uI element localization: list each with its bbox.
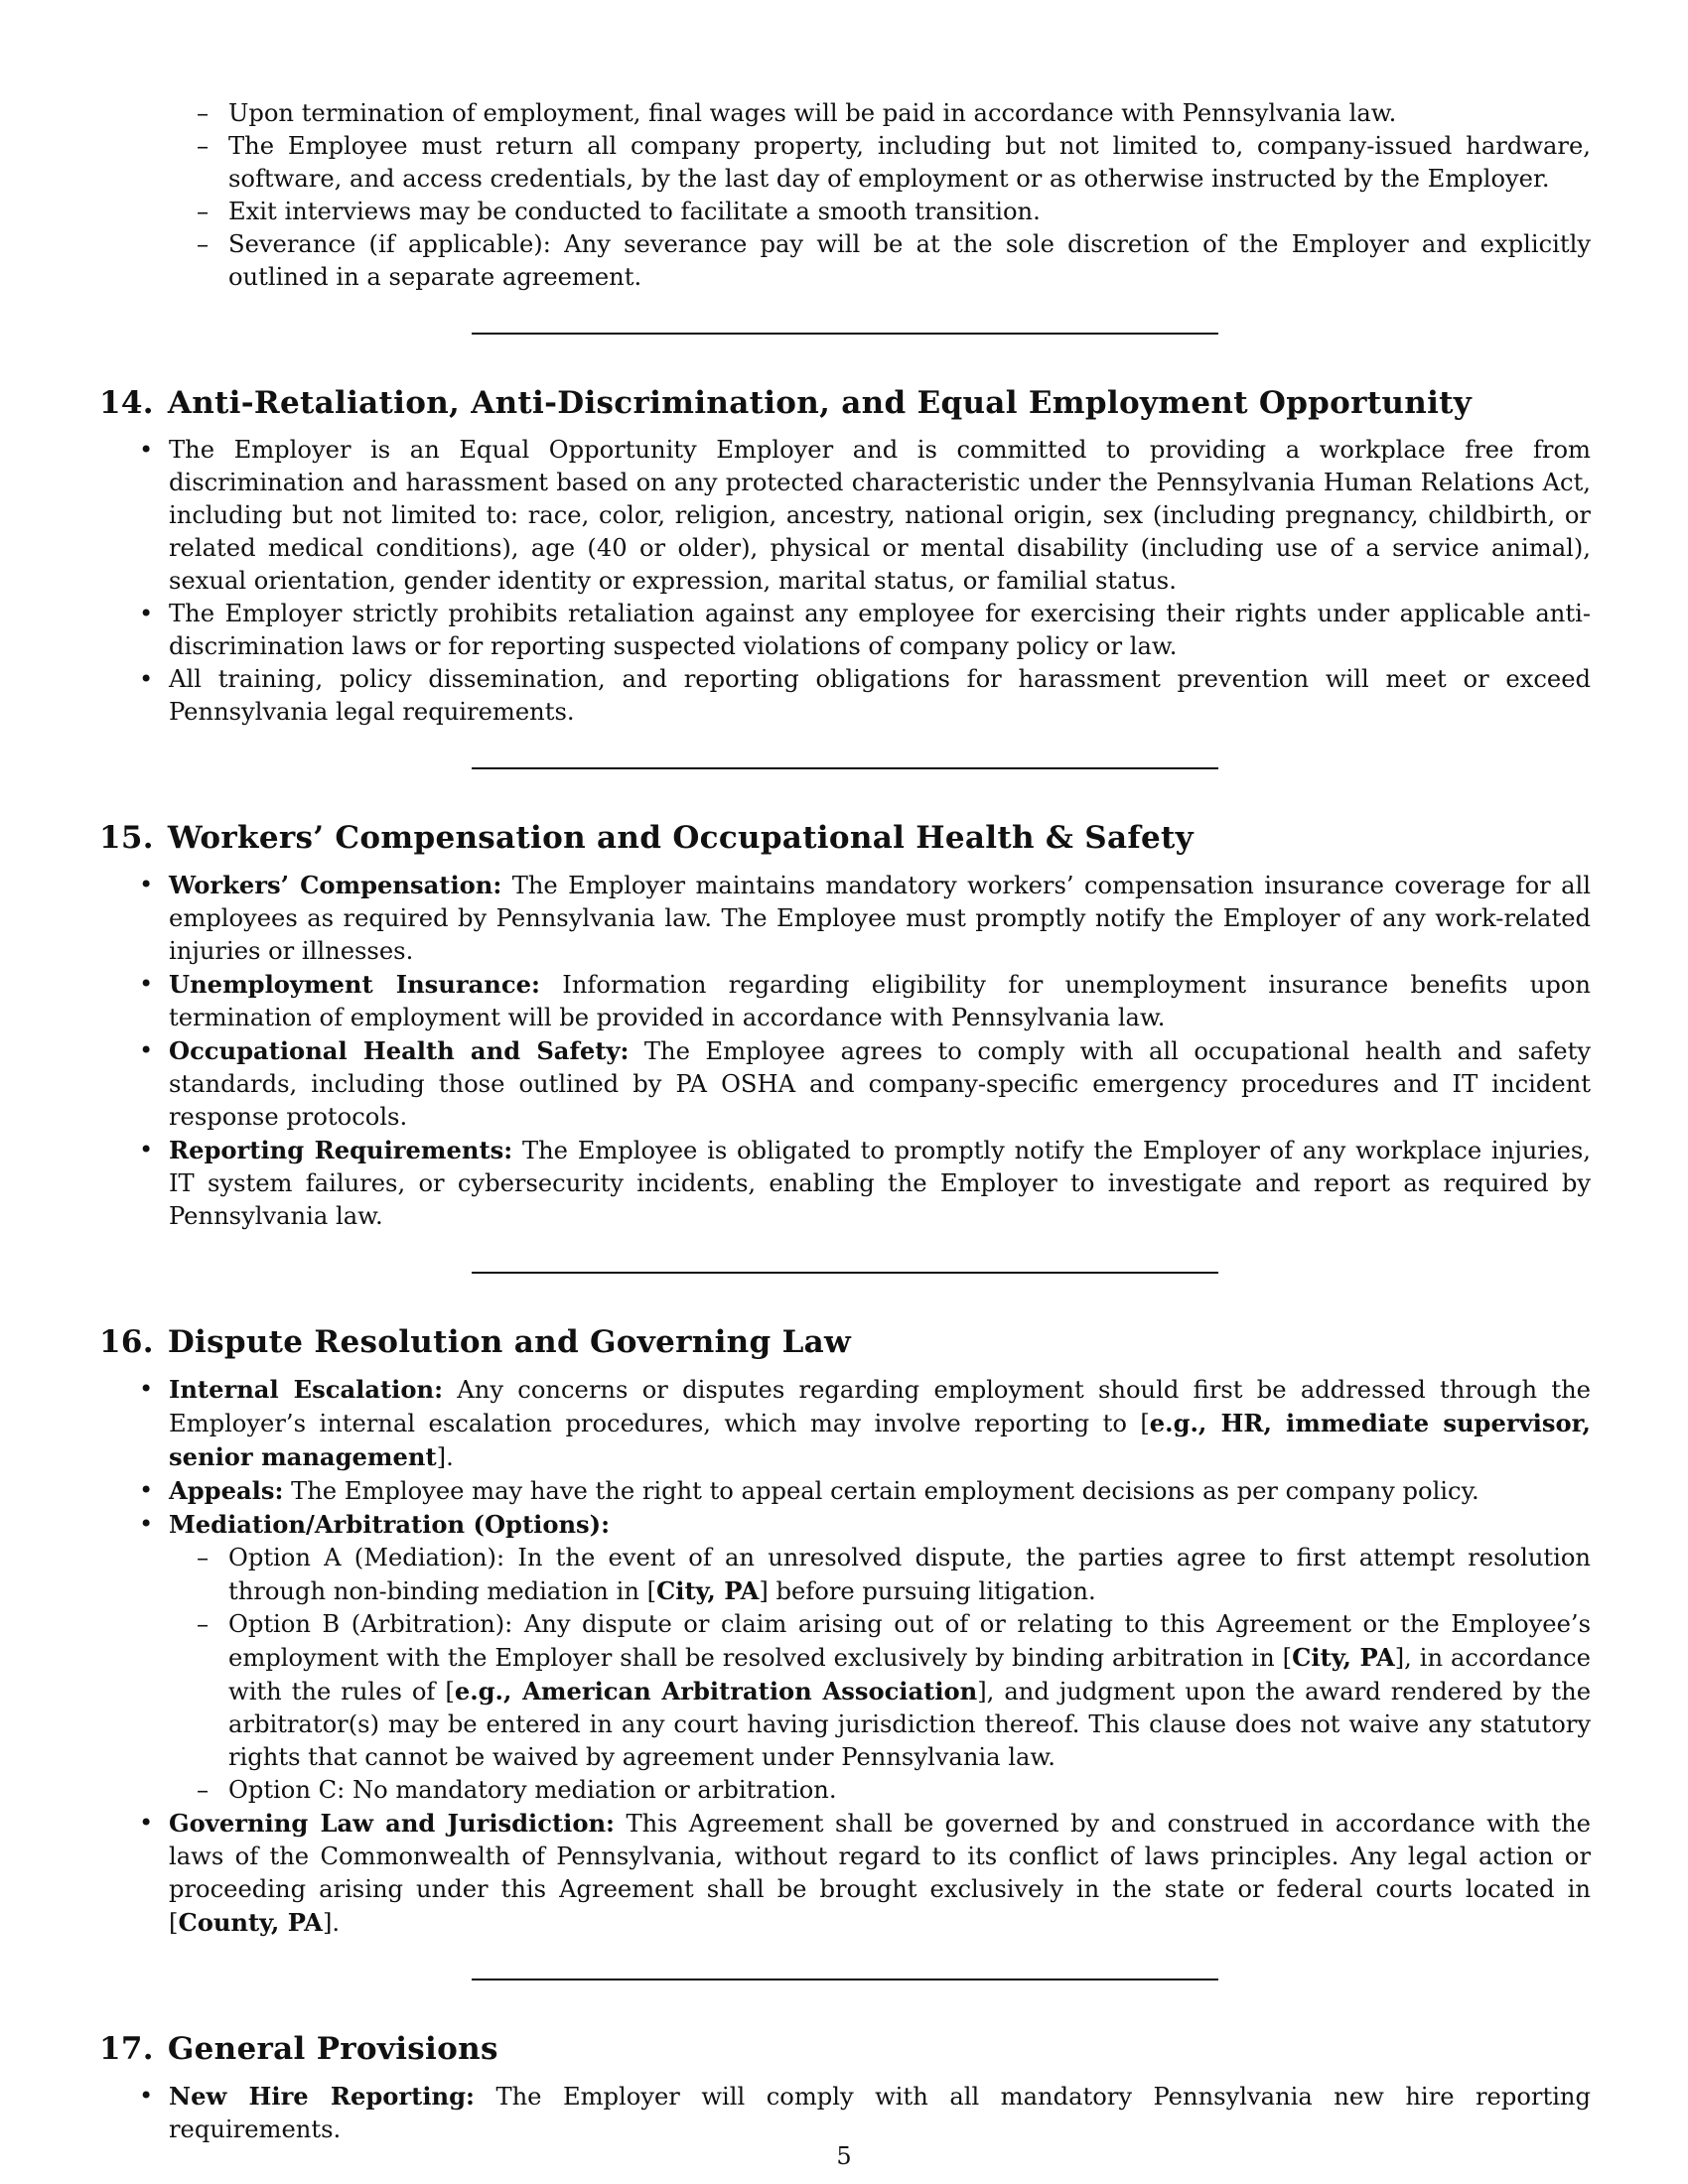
- mediation-options-list: [99, 1542, 1591, 1807]
- section-number: 17.: [99, 2031, 154, 2067]
- item-text: ], in accordance with the rules of [: [228, 1644, 1591, 1706]
- placeholder-text: e.g., HR, immediate supervisor, senior management: [169, 1409, 1591, 1471]
- option-c: – Option C: No mandatory mediation or arbitration.: [99, 1774, 1591, 1807]
- option-b: [99, 1608, 1591, 1774]
- list-item: [99, 1508, 1591, 1807]
- item-label: Appeals:: [169, 1476, 284, 1505]
- item-text: The Employee agrees to comply with all occupational health and safety standards, including those outlined by PA OSHA and company-specific emergency procedures and IT incident response protocols.: [169, 1037, 1591, 1131]
- option-a: [99, 1542, 1591, 1608]
- section-15-list: [99, 869, 1591, 1233]
- section-divider: [472, 1272, 1218, 1274]
- item-label: Workers’ Compensation:: [169, 871, 502, 899]
- list-item: [99, 2080, 1591, 2146]
- item-text: The Employee is obligated to promptly notify the Employer of any workplace injuries, IT system failures, or cybersecurity incidents, enabling the Employer to investigate and report as required by Pennsylvania law.: [169, 1137, 1591, 1230]
- list-item: • The Employer is an Equal Opportunity Employer and is committed to providing a workplace free from discrimination and harassment based on any protected characteristic under the Pennsylvania Human Relations Act, including but not limited to: race, color, religion, ancestry, national origin, sex (including pregnancy, childbirth, or related medical conditions), age (40 or older), physical or mental disability (including use of a service animal), sexual orientation, gender identity or expression, marital status, or familial status.: [99, 434, 1591, 598]
- section-title: General Provisions: [167, 2031, 498, 2067]
- section-14-list: [99, 434, 1591, 729]
- list-item: [99, 1807, 1591, 1940]
- item-label: Governing Law and Jurisdiction:: [169, 1809, 615, 1838]
- section-14-heading: [99, 384, 1591, 422]
- item-label: New Hire Reporting:: [169, 2082, 475, 2111]
- placeholder-text: County, PA: [178, 1908, 323, 1937]
- section-17-list: [99, 2080, 1591, 2146]
- item-label: Unemployment Insurance:: [169, 970, 540, 999]
- section-16-heading: [99, 1323, 1591, 1361]
- list-item: [99, 1373, 1591, 1474]
- section-17-heading: [99, 2030, 1591, 2068]
- list-item: [99, 968, 1591, 1034]
- section-divider: [472, 333, 1218, 335]
- item-text: ].: [436, 1443, 454, 1471]
- item-label: Reporting Requirements:: [169, 1136, 513, 1164]
- item-text: The Employee may have the right to appeal certain employment decisions as per company policy.: [283, 1477, 1479, 1505]
- list-item: – The Employee must return all company property, including but not limited to, company-issued hardware, software, and access credentials, by the last day of employment or as otherwise instructed by the Employer.: [99, 130, 1591, 196]
- section-number: 15.: [99, 820, 154, 856]
- section-number: 14.: [99, 385, 154, 421]
- item-text: ].: [322, 1909, 341, 1937]
- item-text: Option B (Arbitration): Any dispute or claim arising out of or relating to this Agreement or the Employee’s employment with the Employer shall be resolved exclusively by binding arbitration in [: [228, 1610, 1591, 1672]
- item-text: Information regarding eligibility for unemployment insurance benefits upon termination of employment will be provided in accordance with Pennsylvania law.: [169, 971, 1591, 1031]
- item-text: This Agreement shall be governed by and construed in accordance with the laws of the Commonwealth of Pennsylvania, without regard to its conflict of laws principles. Any legal action or proceeding arising under this Agreement shall be brought exclusively in the state or federal courts located in [: [169, 1810, 1591, 1937]
- list-item: – Severance (if applicable): Any severance pay will be at the sole discretion of the Employer and explicitly outlined in a separate agreement.: [99, 228, 1591, 294]
- item-label: Occupational Health and Safety:: [169, 1036, 630, 1065]
- termination-list: [99, 97, 1591, 294]
- section-title: Dispute Resolution and Governing Law: [167, 1324, 852, 1360]
- list-item: [99, 1134, 1591, 1233]
- item-text: The Employer will comply with all mandatory Pennsylvania new hire reporting requirements.: [169, 2083, 1591, 2143]
- item-text: Option A (Mediation): In the event of an unresolved dispute, the parties agree to first attempt resolution through non-binding mediation in [: [228, 1544, 1591, 1605]
- item-label: Internal Escalation:: [169, 1375, 443, 1404]
- placeholder-text: City, PA: [656, 1576, 760, 1605]
- section-16-list: [99, 1373, 1591, 1940]
- page-number: 5: [836, 2142, 852, 2170]
- section-divider: [472, 1979, 1218, 1980]
- list-item: • The Employer strictly prohibits retaliation against any employee for exercising their rights under applicable anti-discrimination laws or for reporting suspected violations of company policy or law.: [99, 598, 1591, 663]
- item-text: ], and judgment upon the award rendered by the arbitrator(s) may be entered in any court having jurisdiction thereof. This clause does not waive any statutory rights that cannot be waived by agreement under Pennsylvania law.: [228, 1678, 1592, 1771]
- list-item: [99, 869, 1591, 968]
- list-item: – Exit interviews may be conducted to facilitate a smooth transition.: [99, 196, 1591, 228]
- placeholder-text: e.g., American Arbitration Association: [454, 1677, 978, 1706]
- list-item: [99, 1474, 1591, 1508]
- list-item: • All training, policy dissemination, and reporting obligations for harassment prevention will meet or exceed Pennsylvania legal requirements.: [99, 663, 1591, 729]
- item-label: Mediation/Arbitration (Options):: [169, 1510, 611, 1539]
- section-divider: [472, 767, 1218, 769]
- document-page: [99, 97, 1591, 2146]
- section-title: Workers’ Compensation and Occupational Health & Safety: [167, 820, 1194, 856]
- list-item: – Upon termination of employment, final wages will be paid in accordance with Pennsylvania law.: [99, 97, 1591, 130]
- section-title: Anti-Retaliation, Anti-Discrimination, and Equal Employment Opportunity: [167, 385, 1473, 421]
- item-text: ] before pursuing litigation.: [759, 1577, 1096, 1605]
- placeholder-text: City, PA: [1292, 1643, 1395, 1672]
- section-number: 16.: [99, 1324, 154, 1360]
- section-15-heading: [99, 819, 1591, 857]
- list-item: [99, 1034, 1591, 1134]
- item-text: Any concerns or disputes regarding employment should first be addressed through the Employer’s internal escalation procedures, which may involve reporting to [: [169, 1376, 1591, 1437]
- item-text: The Employer maintains mandatory workers’ compensation insurance coverage for all employees as required by Pennsylvania law. The Employee must promptly notify the Employer of any work-related injuries or illnesses.: [169, 872, 1592, 965]
